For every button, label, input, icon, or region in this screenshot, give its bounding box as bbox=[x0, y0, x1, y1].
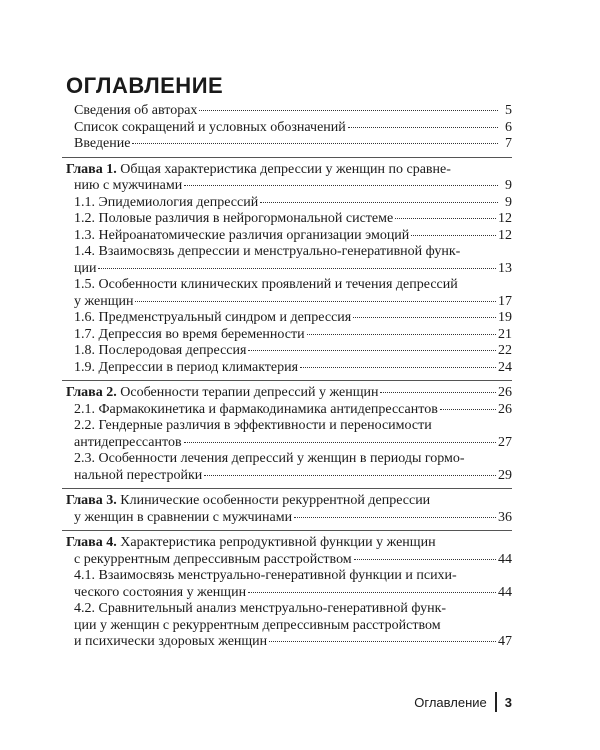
toc-page-number: 44 bbox=[498, 584, 512, 600]
toc-page-number: 26 bbox=[498, 385, 512, 400]
toc-page-number: 9 bbox=[505, 194, 512, 210]
toc-entry-text: 1.7. Депрессия во время беременности bbox=[74, 326, 305, 342]
toc-entry-4-1[interactable] bbox=[66, 568, 512, 601]
toc-entry-abbreviations[interactable] bbox=[66, 120, 512, 137]
toc-entry-text-line1: 1.4. Взаимосвязь депрессии и менструально-генеративной функ- bbox=[74, 244, 461, 259]
toc-entry-1-2[interactable] bbox=[66, 211, 512, 228]
toc-page-number: 29 bbox=[498, 467, 512, 483]
toc-entry-1-7[interactable] bbox=[66, 327, 512, 344]
toc-entry-2-2[interactable] bbox=[66, 418, 512, 451]
chapter-title-line1: Клинические особенности рекуррентной депрессии bbox=[120, 493, 431, 508]
chapter-label: Глава 3. bbox=[66, 493, 117, 508]
toc-entry-text-line1: 2.3. Особенности лечения депрессий у женщин в периоды гормо- bbox=[74, 451, 465, 466]
toc-entry-text: 1.3. Нейроанатомические различия организации эмоций bbox=[74, 227, 410, 243]
chapter-title-line2: нию с мужчинами bbox=[74, 178, 183, 193]
toc-entry-4-2[interactable] bbox=[66, 601, 512, 651]
toc-entry-text-line2: нальной перестройки bbox=[74, 467, 203, 483]
toc-entry-text: 1.1. Эпидемиология депрессий bbox=[74, 194, 259, 210]
toc-entry-text-line2: ции у женщин с рекуррентным депрессивным расстройством bbox=[74, 617, 441, 633]
toc-page-number: 27 bbox=[498, 434, 512, 450]
toc-entry-text-line1: 1.5. Особенности клинических проявлений и течения депрессий bbox=[74, 277, 458, 292]
toc-entry-1-8[interactable] bbox=[66, 343, 512, 360]
toc-entry-text: Сведения об авторах bbox=[74, 103, 198, 118]
toc-chapter-3[interactable] bbox=[66, 493, 512, 526]
toc-entry-introduction[interactable] bbox=[66, 136, 512, 153]
toc-page-number: 12 bbox=[498, 227, 512, 243]
chapter-title: Особенности терапии депрессий у женщин bbox=[120, 385, 379, 400]
toc-entry-text: 1.6. Предменструальный синдром и депрессия bbox=[74, 310, 352, 325]
toc-page-number: 22 bbox=[498, 343, 512, 358]
chapter-title-line1: Характеристика репродуктивной функции у женщин bbox=[120, 535, 436, 550]
toc-entry-text: 1.8. Послеродовая депрессия bbox=[74, 343, 247, 358]
toc-entry-text-line2: у женщин bbox=[74, 293, 134, 309]
toc-entry-2-3[interactable] bbox=[66, 451, 512, 484]
toc-page-number: 19 bbox=[498, 310, 512, 325]
toc-chapter-1[interactable] bbox=[66, 162, 512, 195]
footer-page-number: 3 bbox=[504, 694, 512, 710]
toc-entry-authors[interactable] bbox=[66, 103, 512, 120]
toc-entry-text-line2: ции bbox=[74, 260, 97, 276]
toc-page-number: 21 bbox=[498, 326, 512, 342]
toc-entry-text: Список сокращений и условных обозначений bbox=[74, 119, 346, 135]
toc-entry-text: 1.9. Депрессии в период климактерия bbox=[74, 359, 299, 375]
toc-page-number: 9 bbox=[505, 178, 512, 193]
toc-page-number: 17 bbox=[498, 293, 512, 309]
section-divider bbox=[62, 530, 512, 531]
toc-page-number: 26 bbox=[498, 401, 512, 417]
toc-page-number: 13 bbox=[498, 260, 512, 276]
toc-page-number: 7 bbox=[505, 136, 512, 151]
section-divider bbox=[62, 488, 512, 489]
section-divider bbox=[62, 380, 512, 381]
chapter-title-line1: Общая характеристика депрессии у женщин по сравне- bbox=[120, 161, 451, 177]
toc-page-number: 44 bbox=[498, 551, 512, 567]
toc-entry-2-1[interactable] bbox=[66, 402, 512, 419]
toc-page-number: 5 bbox=[505, 103, 512, 118]
toc-entry-1-5[interactable] bbox=[66, 277, 512, 310]
toc-entry-text-line1: 4.2. Сравнительный анализ менструально-генеративной функ- bbox=[74, 601, 447, 616]
toc-chapter-4[interactable] bbox=[66, 535, 512, 568]
footer-section-title: Оглавление bbox=[414, 694, 487, 710]
toc-entry-1-1[interactable] bbox=[66, 195, 512, 212]
section-divider bbox=[62, 157, 512, 158]
page-footer bbox=[414, 692, 512, 712]
toc-page-number: 24 bbox=[498, 359, 512, 375]
toc-entry-1-6[interactable] bbox=[66, 310, 512, 327]
toc-page-number: 12 bbox=[498, 211, 512, 226]
page-title: ОГЛАВЛЕНИЕ bbox=[66, 73, 224, 98]
toc-page-number: 6 bbox=[505, 119, 512, 135]
toc-entry-text: 1.2. Половые различия в нейрогормональной системе bbox=[74, 211, 394, 226]
toc-entry-1-9[interactable] bbox=[66, 360, 512, 377]
toc-entry-text-line1: 2.2. Гендерные различия в эффективности и переносимости bbox=[74, 418, 432, 433]
toc-entry-text-line2: ческого состояния у женщин bbox=[74, 584, 247, 600]
table-of-contents bbox=[66, 103, 512, 651]
toc-entry-1-3[interactable] bbox=[66, 228, 512, 245]
toc-page-number: 36 bbox=[498, 509, 512, 525]
chapter-label: Глава 1. bbox=[66, 161, 117, 177]
footer-divider bbox=[495, 692, 497, 712]
chapter-label: Глава 4. bbox=[66, 535, 117, 550]
toc-chapter-2[interactable] bbox=[66, 385, 512, 402]
chapter-label: Глава 2. bbox=[66, 385, 117, 400]
toc-entry-text: 2.1. Фармакокинетика и фармакодинамика антидепрессантов bbox=[74, 401, 438, 417]
toc-entry-text-line2: антидепрессантов bbox=[74, 434, 182, 450]
toc-entry-text: Введение bbox=[74, 136, 131, 151]
chapter-title-line2: у женщин в сравнении с мужчинами bbox=[74, 509, 293, 525]
toc-page-number: 47 bbox=[498, 634, 512, 649]
toc-entry-text-line1: 4.1. Взаимосвязь менструально-генеративной функции и психи- bbox=[74, 568, 457, 583]
chapter-title-line2: с рекуррентным депрессивным расстройством bbox=[74, 551, 352, 567]
toc-entry-1-4[interactable] bbox=[66, 244, 512, 277]
toc-entry-text-line3: и психически здоровых женщин bbox=[74, 634, 268, 649]
